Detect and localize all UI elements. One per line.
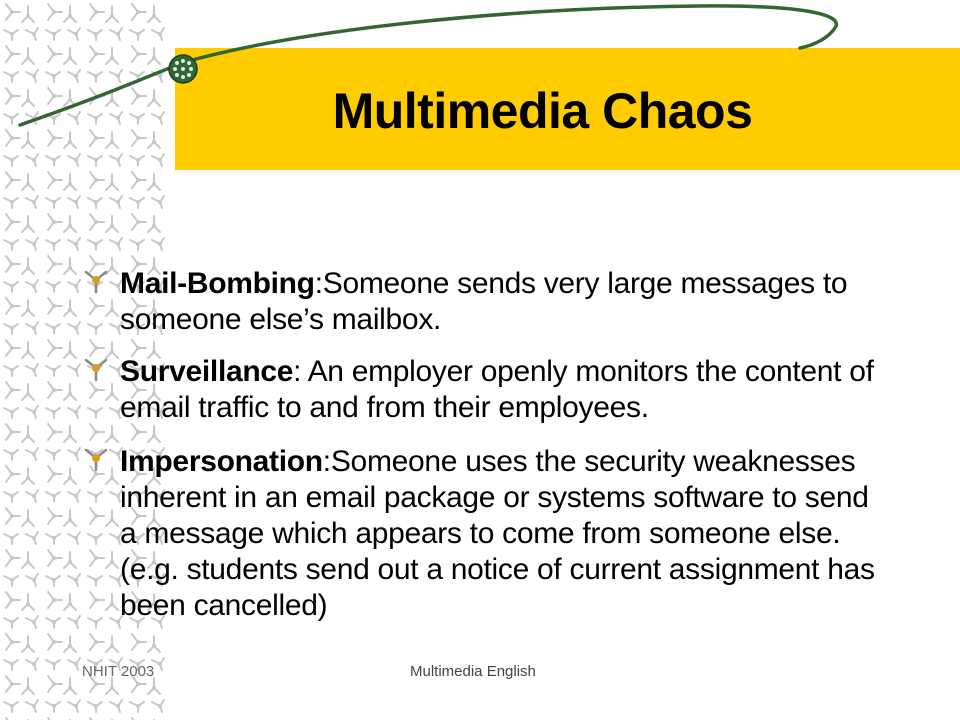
tripod-bullet-icon bbox=[82, 446, 110, 472]
bullet-text bbox=[120, 354, 880, 426]
tripod-bullet-icon bbox=[82, 356, 110, 382]
slide-title: Multimedia Chaos bbox=[332, 83, 753, 139]
bullet-text bbox=[120, 266, 880, 338]
bullet-description: Someone sends very large messages to someone else’s mailbox. bbox=[120, 267, 848, 336]
bullet-separator: : bbox=[322, 445, 331, 478]
bullet-description: An employer openly monitors the content of email traffic to and from their employees. bbox=[120, 355, 874, 424]
bullet-description: Someone uses the security weaknesses inherent in an email package or systems software to send a message which appears to come from someone else. (e.g. students send out a notice of current assignment has been cancelled) bbox=[120, 445, 875, 622]
bullet-text bbox=[120, 444, 880, 624]
footer-title: Multimedia English bbox=[410, 663, 536, 680]
footer-date: NHIT 2003 bbox=[82, 663, 155, 680]
bullet-term: Surveillance bbox=[120, 355, 294, 388]
bullet-separator: : bbox=[314, 267, 323, 300]
tripod-bullet-icon bbox=[82, 268, 110, 294]
bullet-term: Mail-Bombing bbox=[120, 267, 315, 300]
bullet-separator: : bbox=[293, 355, 308, 388]
bullet-term: Impersonation bbox=[120, 445, 323, 478]
